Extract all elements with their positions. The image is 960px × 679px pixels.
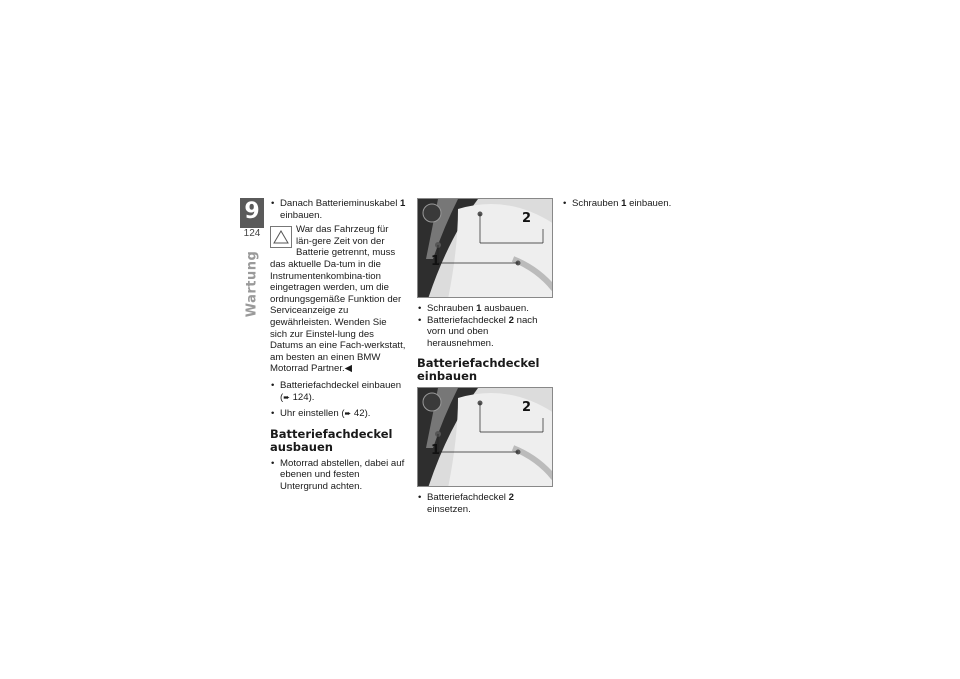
arrow-right-icon: ➨ bbox=[283, 392, 290, 402]
list-item: • Batteriefachdeckel 2 einsetzen. bbox=[417, 492, 557, 515]
arrow-right-icon: ➨ bbox=[344, 409, 352, 419]
end-mark-icon: ◀ bbox=[344, 363, 353, 375]
callout-number: 1 bbox=[476, 303, 482, 314]
list-item: • Batteriefachdeckel 2 nach vorn und oben herausnehmen. bbox=[417, 315, 557, 350]
list-item: • Schrauben 1 einbauen. bbox=[562, 198, 702, 210]
column-1 bbox=[270, 198, 406, 492]
callout-number: 2 bbox=[508, 314, 514, 326]
callout-1: 1 bbox=[431, 443, 441, 459]
section-heading: Batteriefachdeckel einbauen bbox=[417, 356, 540, 384]
list-item: • Danach Batterieminuskabel 1 einbauen. bbox=[270, 198, 406, 221]
callout-number: 1 bbox=[400, 198, 406, 209]
callout-2: 2 bbox=[522, 400, 532, 416]
page-reference[interactable]: 42). bbox=[351, 408, 371, 420]
page-reference[interactable]: 124). bbox=[289, 391, 315, 403]
chapter-number: 9 bbox=[240, 198, 264, 226]
list-item: • Schrauben 1 ausbauen. bbox=[417, 303, 557, 315]
warning-triangle-icon bbox=[270, 226, 292, 248]
warning-text: War das Fahrzeug für län-gere Zeit von der Batterie getrennt, muss das aktuelle Da-tum in die Instrumentenkombina-tion eingetragen werden, um die ordnungsgemäße Funktion der Serviceanzeige zu gewährleisten. Wenden Sie sich zur Einstel-lung des Datums an eine Fach-werkstatt, am besten an einen BMW Motorrad Partner. bbox=[270, 224, 406, 375]
list-item: • Batteriefachdeckel einbauen (➨ 124). bbox=[270, 380, 406, 403]
callout-1: 1 bbox=[431, 254, 441, 269]
battery-cover-photo bbox=[417, 387, 553, 487]
callout-number: 1 bbox=[621, 198, 627, 209]
column-3 bbox=[562, 198, 702, 210]
section-heading: Batteriefachdeckel ausbauen bbox=[270, 426, 393, 454]
battery-cover-photo bbox=[417, 198, 553, 298]
page-number: 124 bbox=[243, 228, 261, 239]
list-item: • Motorrad abstellen, dabei auf ebenen und festen Untergrund achten. bbox=[270, 458, 406, 493]
chapter-title: Wartung bbox=[244, 250, 260, 318]
column-2 bbox=[417, 198, 557, 516]
callout-number: 2 bbox=[508, 492, 514, 504]
callout-2: 2 bbox=[522, 211, 532, 226]
warning-note bbox=[270, 224, 406, 375]
list-item: • Uhr einstellen (➨ 42). bbox=[270, 408, 406, 420]
